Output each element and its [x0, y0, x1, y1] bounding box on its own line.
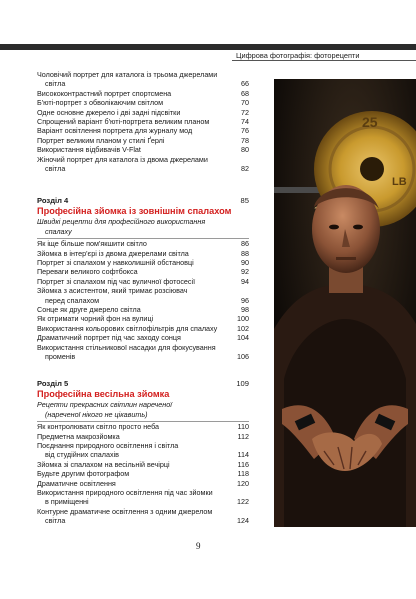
toc-entry-title: Використання стільникової насадки для фокусування: [37, 342, 216, 352]
toc-entry-title: Предметна макрозйомка: [37, 431, 120, 441]
page-number: 9: [196, 541, 201, 551]
toc-entry-title: Переваги великого софтбокса: [37, 267, 138, 277]
toc-entry: [37, 432, 249, 441]
section4-heading: [37, 196, 249, 205]
toc-entry: [37, 333, 249, 342]
toc-entry-page: 92: [241, 267, 249, 277]
toc-entry-title-cont: в приміщенні: [45, 497, 89, 507]
section5-title: Професійна весільна зйомка: [37, 389, 170, 400]
toc-entry: [37, 479, 249, 488]
toc-entry-title: Драматичний портрет під час заходу сонця: [37, 333, 181, 343]
toc-entry-page: 68: [241, 88, 249, 98]
toc-entry-page: 116: [237, 459, 249, 469]
toc-entry-page: 110: [237, 422, 249, 432]
toc-entry-page: 94: [241, 276, 249, 286]
toc-entry-title-cont: світла: [45, 79, 66, 89]
toc-entry-page: 106: [237, 352, 249, 362]
toc-entry-page: 104: [237, 333, 249, 343]
toc-entry-page: 78: [241, 135, 249, 145]
plate-label-top: 25: [362, 114, 378, 130]
toc-entry-page: 98: [241, 305, 249, 315]
toc-entry: [37, 422, 249, 431]
toc-entry: [37, 239, 249, 248]
toc-entry: [37, 267, 249, 276]
toc-entry-title: Варіант освітлення портрета для журналу мод: [37, 126, 193, 136]
toc-entry-page: 124: [237, 516, 249, 526]
toc-entry-page: 88: [241, 248, 249, 258]
toc-entry-title: Зйомка зі спалахом на весільній вечірці: [37, 459, 170, 469]
toc-entry: [37, 277, 249, 286]
section5-subtitle-cont: (нареченої нікого не цікавить): [45, 409, 148, 419]
section5-page: 109: [236, 379, 249, 388]
toc-entry-page: 102: [237, 323, 249, 333]
toc-entry-page: 118: [237, 469, 249, 479]
toc-entry: [37, 286, 249, 305]
toc-entry: [37, 460, 249, 469]
toc-entry: [37, 469, 249, 478]
toc-entry: [37, 324, 249, 333]
toc-entry: [37, 155, 249, 174]
section4-subtitle: Швидкі рецепти для професійного використання: [37, 217, 206, 227]
toc-entry-page: 76: [241, 126, 249, 136]
toc-entry-title: Як отримати чорний фон на вулиці: [37, 314, 154, 324]
header-rule: [232, 60, 416, 61]
toc-entry: [37, 126, 249, 135]
toc-entry-title: Поєднання природного освітлення і світла: [37, 441, 179, 451]
section4-page: 85: [240, 196, 249, 205]
toc-entry-page: 82: [241, 164, 249, 174]
toc-entry: [37, 488, 249, 507]
toc-entry-page: 70: [241, 98, 249, 108]
toc-entry-title: Жіночий портрет для каталога із двома джерелами: [37, 154, 208, 164]
toc-entry-title: Портрет великим планом у стилі Ґерлі: [37, 135, 165, 145]
toc-entry-page: 114: [237, 450, 249, 460]
toc-entry-title: Контурне драматичне освітлення з одним джерелом: [37, 506, 213, 516]
portrait-photo: [274, 79, 416, 527]
toc-entry: [37, 89, 249, 98]
section4-title: Професійна зйомка із зовнішнім спалахом: [37, 206, 232, 217]
toc-entry-page: 122: [237, 497, 249, 507]
toc-entry-title: Чоловічий портрет для каталога із трьома джерелами: [37, 70, 218, 79]
toc-entry-page: 120: [237, 478, 249, 488]
toc-entry: [37, 249, 249, 258]
portrait-illustration: [274, 79, 416, 527]
plate-label-lb: LB: [392, 176, 407, 188]
toc-entry-title: Як контролювати світло просто неба: [37, 422, 160, 432]
toc-section5-list: [37, 422, 249, 525]
toc-entry-page: 100: [237, 314, 249, 324]
toc-entry: [37, 145, 249, 154]
section4-label: Розділ 4: [37, 196, 69, 205]
section5-label: Розділ 5: [37, 379, 69, 388]
section5-subtitle: Рецепти прекрасних світлин нареченої: [37, 400, 172, 410]
section5-heading: [37, 379, 249, 388]
toc-section4: [37, 196, 249, 362]
toc-entry-title: Використання кольорових світлофільтрів для спалаху: [37, 323, 218, 333]
toc-entry-title-cont: перед спалахом: [45, 295, 100, 305]
toc-entry: [37, 98, 249, 107]
toc-entry-title: Як іще більше пом'якшити світло: [37, 239, 147, 249]
toc-entry-page: 80: [241, 145, 249, 155]
toc-entry: [37, 441, 249, 460]
toc-entry-title: Використання природного освітлення під час зйомки: [37, 488, 213, 498]
toc-entry-title: Будьте другим фотографом: [37, 469, 130, 479]
toc-entry-title: Драматичне освітлення: [37, 478, 116, 488]
toc-entry-page: 72: [241, 107, 249, 117]
toc-entry-page: 112: [237, 431, 249, 441]
toc-entry-title: Спрощений варіант б'юті-портрета великим планом: [37, 117, 210, 127]
toc-entry-page: 90: [241, 258, 249, 268]
toc-entry: [37, 343, 249, 362]
toc-entry: [37, 258, 249, 267]
toc-entry-page: 96: [241, 295, 249, 305]
section4-subtitle-cont: спалаху: [45, 226, 72, 236]
toc-entry-title: Портрет зі спалахом під час вуличної фотосесії: [37, 276, 196, 286]
toc-entry: [37, 108, 249, 117]
toc-entry-title: Сонце як друге джерело світла: [37, 305, 141, 315]
toc-entry-title: Використання відбивачів V-Flat: [37, 145, 141, 155]
toc-entry-title: Зйомка з асистентом, який тримає розсіювач: [37, 286, 188, 296]
toc-entry-title: Висококонтрастний портрет спортсмена: [37, 88, 172, 98]
toc-entry: [37, 314, 249, 323]
toc-section4-list: [37, 239, 249, 361]
running-header: Цифрова фотографія: фоторецепти: [236, 51, 360, 60]
toc-entry: [37, 70, 249, 89]
toc-section3-list: [37, 70, 249, 173]
toc-entry-title: Б'юті-портрет з обволікаючим світлом: [37, 98, 164, 108]
toc-entry-title-cont: світла: [45, 164, 66, 174]
toc-entry: [37, 305, 249, 314]
toc-entry-title-cont: світла: [45, 516, 66, 526]
top-bar: [0, 44, 416, 50]
toc-entry-title-cont: променів: [45, 352, 76, 362]
toc-entry: [37, 136, 249, 145]
toc-entry-page: 66: [241, 79, 249, 89]
toc-entry: [37, 507, 249, 526]
toc-entry-title: Портрет зі спалахом у навколишній обстановці: [37, 258, 194, 268]
toc-entry-title: Зйомка в інтер'єрі із двома джерелами світла: [37, 248, 189, 258]
toc-entry-page: 86: [241, 239, 249, 249]
toc-entry-title-cont: від студійних спалахів: [45, 450, 119, 460]
toc-section5: [37, 379, 249, 526]
toc-entry-page: 74: [241, 117, 249, 127]
toc-entry: [37, 117, 249, 126]
toc-entry-title: Одне основне джерело і дві задні підсвітки: [37, 107, 181, 117]
